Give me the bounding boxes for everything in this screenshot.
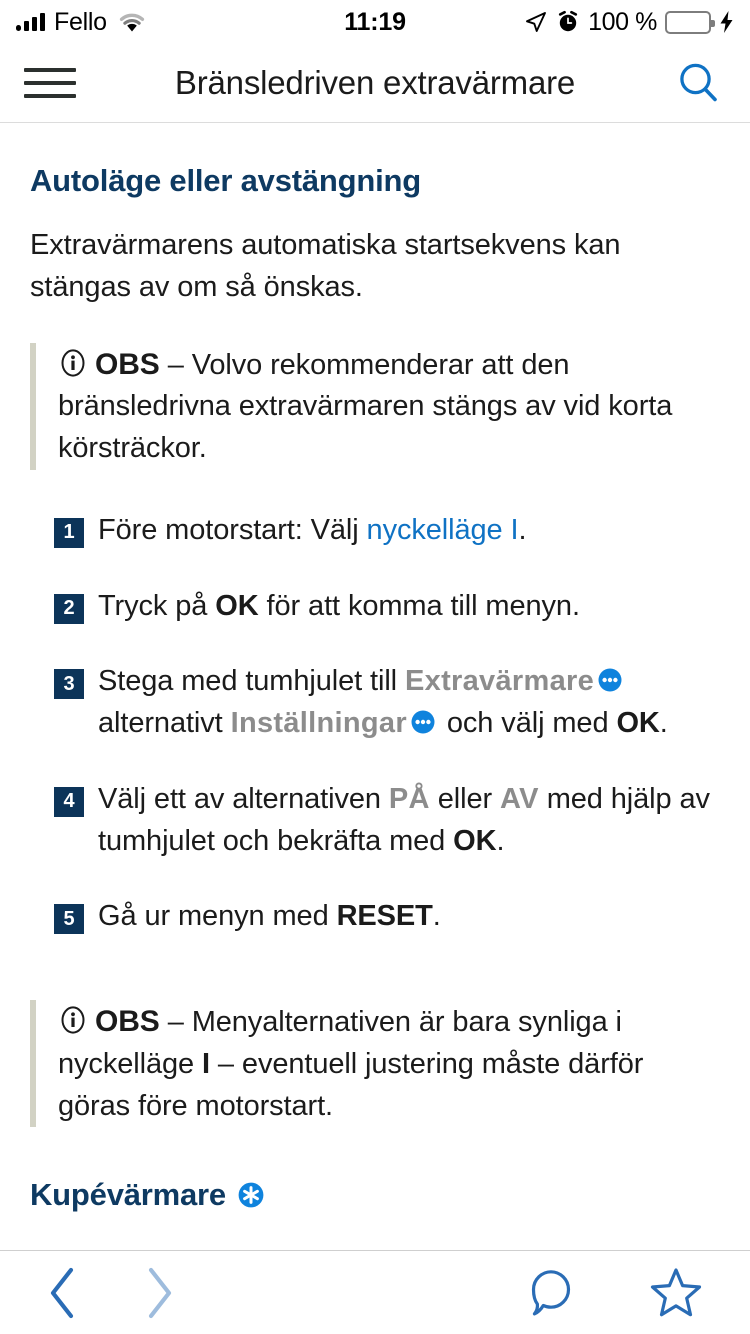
section-title: Autoläge eller avstängning [30, 163, 421, 198]
battery-icon [665, 11, 711, 34]
step-text-plain: med hjälp av tumhjulet och bekräfta med [98, 782, 710, 857]
status-bar [0, 0, 750, 44]
note-label: OBS [95, 1005, 160, 1038]
star-outline-icon [648, 1266, 704, 1320]
forward-button[interactable] [142, 1266, 176, 1320]
step-text-plain: Välj ett av alternativen [98, 782, 389, 815]
note-block-2 [30, 1000, 720, 1127]
step-text-plain: Före motorstart: Välj [98, 513, 367, 546]
control-label-reset: RESET [336, 900, 433, 933]
chevron-right-icon [142, 1266, 176, 1320]
info-circle-icon [58, 1005, 88, 1035]
list-item [54, 661, 720, 745]
comment-button[interactable] [524, 1266, 580, 1320]
note-text: Volvo rekommenderar att den bränsledrivna extravärmaren stängs av vid korta körsträckor. [58, 348, 673, 464]
page-title: Bränsledriven extravärmare [174, 64, 576, 101]
step-text-period: . [659, 707, 668, 739]
step-text-plain: alternativt [98, 707, 231, 739]
note-text-b: – eventuell justering måste därför göras före motorstart. [58, 1047, 644, 1122]
list-item [54, 779, 720, 863]
location-arrow-icon [524, 10, 548, 34]
link-nyckellage[interactable]: nyckelläge I [366, 513, 519, 546]
step-number-badge: 2 [54, 594, 84, 624]
link-heading-kupevarmare[interactable] [30, 1177, 720, 1213]
intro-paragraph: Extravärmarens automatiska startsekvens kan stängas av om så önskas. [30, 229, 621, 303]
back-button[interactable] [46, 1266, 80, 1320]
note-label: OBS [95, 347, 160, 381]
numbered-steps-list [30, 510, 720, 938]
step-text-period: . [518, 513, 527, 546]
speech-bubble-icon [524, 1266, 580, 1320]
step-number-badge: 5 [54, 904, 84, 934]
step-text-plain: eller [429, 782, 500, 815]
battery-percentage: 100 % [588, 7, 657, 36]
step-text [98, 586, 580, 628]
key-position-label: I [202, 1047, 210, 1080]
ellipsis-circle-icon [596, 666, 624, 694]
step-text-plain: Stega med tumhjulet till [98, 665, 405, 698]
list-item [54, 510, 720, 552]
menu-label-av: AV [500, 782, 539, 815]
step-text-plain: Tryck på [98, 589, 216, 622]
note-dash-char: – [167, 348, 184, 381]
carrier-name: Fello [54, 7, 107, 36]
list-item [54, 896, 720, 938]
note-space [184, 1006, 192, 1038]
toolbar-nav-group [46, 1266, 176, 1320]
article-content [0, 123, 750, 1250]
link-heading-label: Kupévärmare [30, 1177, 226, 1213]
app-header [0, 44, 750, 123]
note-space [184, 349, 192, 381]
status-bar-time: 11:19 [344, 7, 406, 36]
note-block-1 [30, 343, 720, 470]
search-icon[interactable] [672, 56, 726, 110]
control-label-ok: OK [616, 707, 660, 739]
step-number-badge: 3 [54, 669, 84, 699]
step-text-plain: och välj med [438, 707, 617, 739]
toolbar-action-group [524, 1266, 704, 1320]
control-label-ok: OK [215, 589, 259, 622]
step-text-plain: för att komma till menyn. [258, 589, 580, 622]
menu-label-pa: PÅ [388, 782, 430, 815]
list-item [54, 586, 720, 628]
control-label-ok: OK [453, 824, 497, 857]
hamburger-menu-icon[interactable] [24, 65, 76, 101]
menu-label-extravarmare: Extravärmare [405, 665, 595, 698]
signal-bars-icon [16, 13, 45, 31]
step-text-period: . [432, 900, 441, 933]
step-text-period: . [496, 824, 505, 857]
step-number-badge: 1 [54, 518, 84, 548]
note-text-a: Menyalternativen är bara synliga i nyckelläge [58, 1006, 622, 1080]
ellipsis-circle-icon [409, 708, 437, 736]
bottom-toolbar [0, 1250, 750, 1334]
step-text [98, 510, 526, 552]
asterisk-circle-icon [236, 1180, 266, 1210]
status-bar-right [524, 8, 734, 37]
step-number-badge: 4 [54, 787, 84, 817]
note-dash [160, 349, 168, 381]
step-text-plain: Gå ur menyn med [98, 900, 337, 933]
lightning-bolt-icon [719, 10, 734, 34]
wifi-icon [118, 12, 146, 33]
status-bar-left [16, 8, 146, 37]
menu-label-installningar: Inställningar [230, 707, 407, 739]
chevron-left-icon [46, 1266, 80, 1320]
info-circle-icon [58, 348, 88, 378]
note-dash-char: – [167, 1006, 184, 1038]
step-text [98, 896, 441, 938]
note-space [160, 1006, 168, 1038]
step-text [98, 661, 720, 745]
alarm-clock-icon [556, 10, 580, 34]
favorite-button[interactable] [648, 1266, 704, 1320]
step-text [98, 779, 720, 863]
